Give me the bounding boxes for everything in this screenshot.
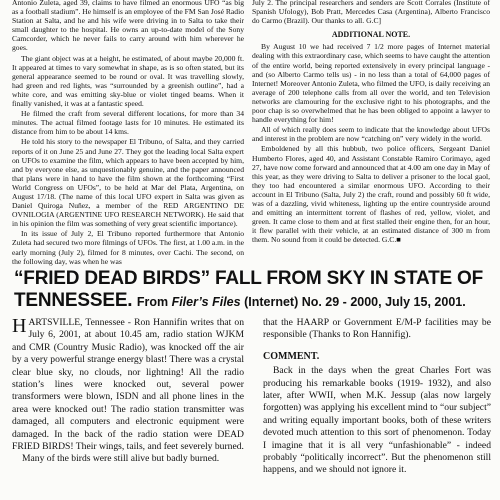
body-paragraph: Emboldened by all this hubbub, two police officers, Sergeant Daniel Humberto Flores, aged 40, and Assistant Constable Ramiro Corimayo, aged 27, have now come forward and announced that at 4.00 am one day in May of this year, as they were driving to Salta to deliver a prisoner to the local gaol, they too had encountered a similar enormous UFO. According to their account in El Tribuno (Salta, July 2) the craft, round and possibly 60 ft wide, was of a dazzling, vivid whiteness, lighting up the entire countryside around and emitting an intermittent torrent of flashes of red, yellow, violet, and green. It came close to them and at first stalled their engine then, for an hour, it flew parallel with their vehicle, at an estimated distance of 300 m from them. No sound from it could be detected. G.C.■ [252, 144, 490, 245]
left-column [12, 0, 244, 267]
drop-cap: H [12, 317, 27, 337]
source-publication: Filer’s Files [171, 295, 241, 309]
body-paragraph: The giant object was at a height, he estimated, of about maybe 20,000 ft. It appeared at times to vary somewhat in shape, as is so often stated, but its general appearance seemed to be round or oval. It was travelling slowly, had green and red lights, was “surrounded by a greenish outline”, had a white core, and was emitting sky-blue or violet tinged beams. When it finally vanished, it was at a fantastic speed. [12, 53, 244, 109]
comment-paragraph: Back in the days when the great Charles Fort was producing his remarkable books (1919- 1932), and also later, after WWII, when M.K. Jessup (alas now largely forgotten) was applying his excellent mind to “our subject” and writing equally important books, both of these writers devoted much attention to this sort of phenomenon. Today I imagine that it is all very “unfashionable” - indeed probably “politically incorrect”. But the phenomenon still happens, and we should not ignore it. [263, 365, 491, 476]
right-column [252, 0, 490, 245]
comment-heading: COMMENT. [263, 350, 320, 362]
article-paragraph: Many of the birds were still alive but badly burned. [22, 453, 220, 465]
headline-source [137, 295, 466, 309]
body-paragraph: In its issue of July 2, El Tribuno reported furthermore that Antonio Zuleta had secured two more filmings of UFOs. The first, at 1.00 a.m. in the early morning (July 2), filmed for 8 minutes, over Cachi. The second, on the following day, was when he was [12, 229, 244, 266]
article-lead-text: ARTSVILLE, Tennessee - Ron Hannifin writes that on July 6, 2001, at about 10.45 am, radio station WJKM and CMR (Country Music Radio), was knocked off the air by a very powerful strange energy blast! There was a crystal clear blue sky, no clouds, nor lightning! All the radio station’s lines were knocked out, several power transformers were blown, ISDN and all phone lines in the area were knocked out! The radio station transmitter was damaged, all computers and electronic equipment were damaged. In the back of the radio station were DEAD FRIED BIRDS! Their wings, tails, and feet severely burned. [12, 317, 244, 453]
article-headline [14, 268, 486, 312]
source-prefix: From [136, 295, 172, 309]
article-columns [0, 317, 500, 500]
article-right-column [263, 317, 491, 477]
article-paragraph [12, 317, 244, 453]
body-paragraph: He filmed the craft from several different locations, for more than 34 minutes. The actual filmed footage lasts for 10 minutes. He estimated its distance from him to be about 14 kms. [12, 109, 244, 137]
article-paragraph: that the HAARP or Government E/M-P facilities may be responsible (Thanks to Ron Hannifig). [263, 317, 491, 341]
body-paragraph: Antonio Zuleta, aged 39, claims to have filmed an enormous UFO “as big as a football stadium”. He himself is an employee of the FM San José Radio Station at Salta, and he and his wife were driving in to Salta to take their small daughter to the hospital. He owns an up-to-date model of the Sony Camcorder, which he never fails to carry around with him wherever he goes. [12, 0, 244, 53]
source-suffix: (Internet) No. 29 - 2000, July 15, 2001. [240, 295, 466, 309]
body-paragraph: July 2. The principal researchers and senders are Scott Corrales (Institute of Spanish Ufology), Bob Pratt, Mercedes Casa (Argentina), Alberto Francisco do Carmo (Brazil). Our thanks to all. G.C] [252, 0, 490, 26]
body-paragraph: By August 10 we had received 7 1/2 more pages of Internet material dealing with this extraordinary case, which seems to have caught the attention of the entire world, being reported extensively in every principal language - and (so Alberto Carmo tells us) - in no less than a total of 64,000 pages of Internet! Moreover Antonio Zuleta, who filmed the UFO, is daily receiving an average of 200 telephone calls from all over the world, and ten Television networks are clamouring for the exclusive right to his photographs, and the poor chap is so overwhelmed that he has been obliged to appoint a lawyer to handle everything for him! [252, 42, 490, 125]
body-paragraph: He told his story to the newspaper El Tribuno, of Salta, and they carried reports of it on June 25 and June 27. They got the leading local Salta expert on UFOs to examine the film, which appears to have been accepted by him, and by everyone else, as unquestionably genuine, and the paper announced that plans were in hand to have the film shown at the forthcoming “First World Congress on UFOs”, to be held at Mar del Plata, Argentina, on August 17/18. (The name of this local UFO expert in Salta was given as Daniel Quiroga Nuñez, a member of the RED ARGENTINO DE OVNILOGIA (ARGENTINE UFO RESEARCH NETWORK). He said that in his opinion the film was something of very great scientific importance). [12, 137, 244, 229]
section-heading: ADDITIONAL NOTE. [331, 30, 411, 40]
article-left-column [12, 317, 244, 466]
body-paragraph: All of which really does seem to indicate that the knowledge about UFOs and interest in the problem are now “catching on” very widely in the world. [252, 125, 490, 144]
headline-title: “FRIED DEAD BIRDS” FALL FROM SKY IN STATE OF TENNESSEE. [14, 268, 484, 311]
